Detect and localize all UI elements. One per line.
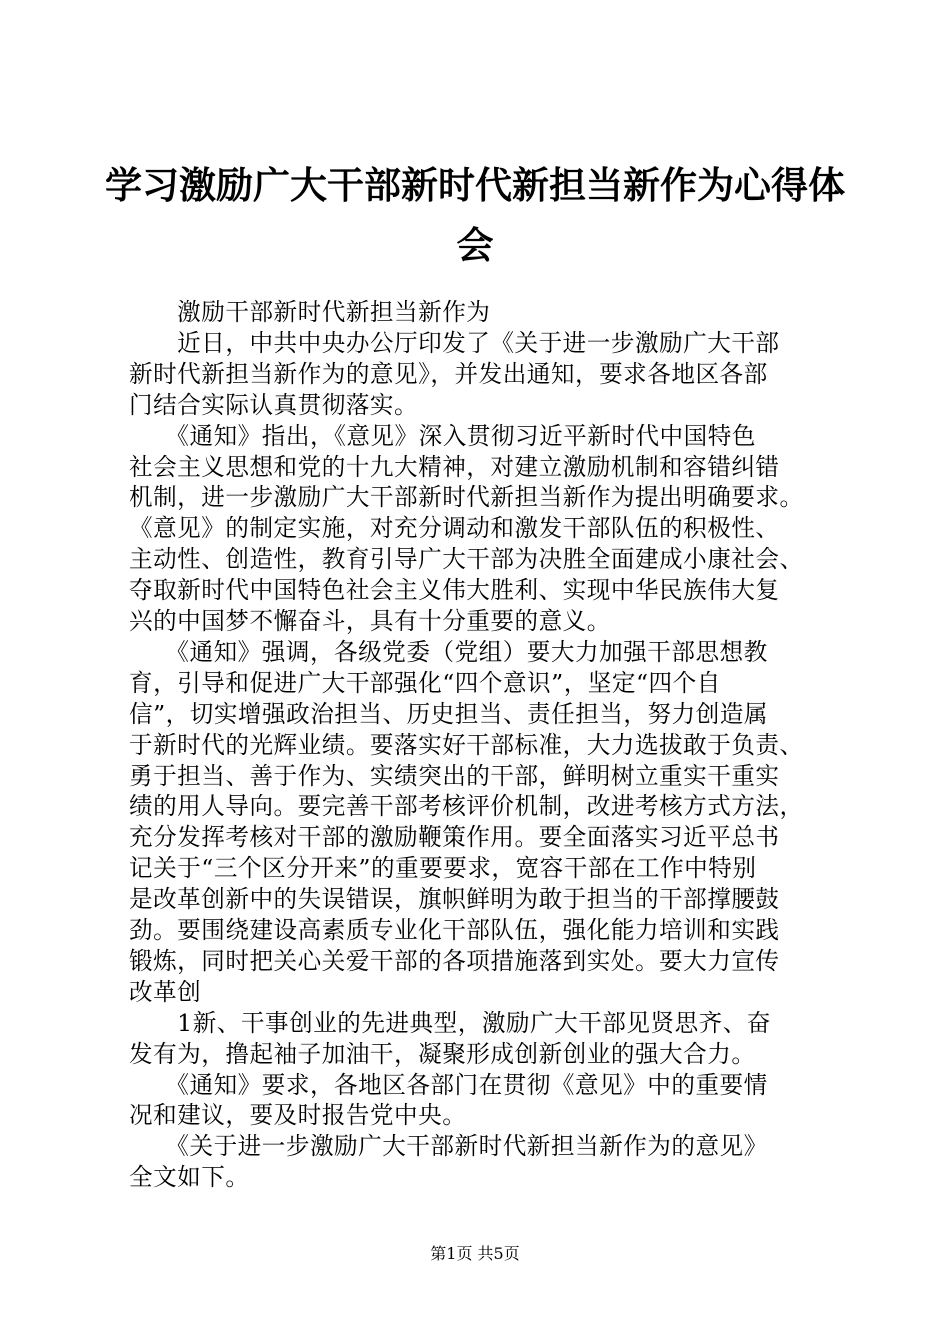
body-text-line: 夺取新时代中国特色社会主义伟大胜利、实现中华民族伟大复 — [129, 576, 780, 605]
body-text-line: 1新、干事创业的先进典型，激励广大干部见贤思齐、奋 — [129, 1008, 771, 1037]
body-text-line: 是改革创新中的失误错误，旗帜鲜明为敢于担当的干部撑腰鼓 — [129, 885, 780, 914]
body-text-line: 绩的用人导向。要完善干部考核评价机制，改进考核方式方法， — [129, 792, 804, 821]
body-text-line: 机制，进一步激励广大干部新时代新担当新作为提出明确要求。 — [129, 483, 804, 512]
body-text-line: 激励干部新时代新担当新作为 — [129, 298, 491, 326]
body-text-line: 主动性、创造性，教育引导广大干部为决胜全面建成小康社会、 — [129, 545, 804, 574]
page-footer: 第1页 共5页 — [430, 1244, 520, 1263]
body-text-line: 《意见》的制定实施，对充分调动和激发干部队伍的积极性、 — [129, 514, 780, 543]
body-text-line: 社会主义思想和党的十九大精神，对建立激励机制和容错纠错 — [129, 452, 780, 481]
body-text-line: 门结合实际认真贯彻落实。 — [129, 390, 419, 419]
body-text-line: 信”，切实增强政治担当、历史担当、责任担当，努力创造属 — [129, 699, 768, 728]
body-text-line: 充分发挥考核对干部的激励鞭策作用。要全面落实习近平总书 — [129, 823, 780, 852]
body-text-line: 况和建议，要及时报告党中央。 — [129, 1101, 467, 1130]
title-line: 学习激励广大干部新时代新担当新作为心得体 — [105, 163, 845, 207]
body-text-line: 育，引导和促进广大干部强化“四个意识”，坚定“四个自 — [129, 668, 721, 697]
body-text-line: 新时代新担当新作为的意见》，并发出通知，要求各地区各部 — [129, 359, 768, 388]
body-text-line: 近日，中共中央办公厅印发了《关于进一步激励广大干部 — [129, 328, 780, 357]
body-text-line: 《通知》要求，各地区各部门在贯彻《意见》中的重要情 — [129, 1070, 768, 1099]
body-text-line: 改革创 — [129, 977, 202, 1006]
body-text-line: 《通知》强调，各级党委（党组）要大力加强干部思想教 — [129, 637, 768, 666]
body-text-line: 兴的中国梦不懈奋斗，具有十分重要的意义。 — [129, 607, 611, 635]
body-text-line: 于新时代的光辉业绩。要落实好干部标准，大力选拔敢于负责、 — [129, 730, 804, 759]
body-text-line: 劲。要围绕建设高素质专业化干部队伍，强化能力培训和实践 — [129, 916, 780, 944]
body-text-line: 发有为，撸起袖子加油干，凝聚形成创新创业的强大合力。 — [129, 1039, 756, 1068]
body-text-line: 勇于担当、善于作为、实绩突出的干部，鲜明树立重实干重实 — [129, 761, 780, 790]
title-line: 会 — [456, 223, 494, 267]
body-text-line: 《关于进一步激励广大干部新时代新担当新作为的意见》 — [129, 1132, 768, 1161]
body-text-line: 《通知》指出，《意见》深入贯彻习近平新时代中国特色 — [129, 421, 756, 450]
body-text-line: 锻炼，同时把关心关爱干部的各项措施落到实处。要大力宣传 — [129, 946, 780, 975]
body-text-line: 全文如下。 — [129, 1163, 250, 1192]
body-text-line: 记关于“三个区分开来”的重要要求，宽容干部在工作中特别 — [129, 854, 757, 883]
